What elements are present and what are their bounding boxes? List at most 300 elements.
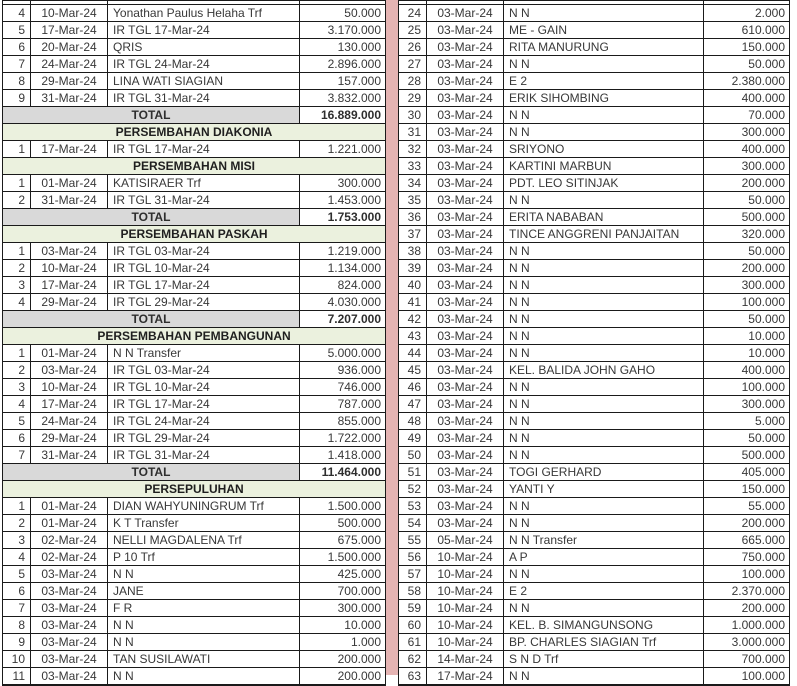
table-row: [399, 617, 789, 634]
date-cell: 03-Mar-24: [427, 464, 504, 480]
date-cell: 03-Mar-24: [31, 651, 108, 667]
date-cell: 03-Mar-24: [31, 583, 108, 599]
row-number-cell: 2: [3, 192, 31, 208]
row-number-cell: 57: [399, 566, 427, 582]
date-cell: 17-Mar-24: [427, 668, 504, 684]
description-cell: DIAN WAHYUNINGRUM Trf: [108, 498, 300, 514]
date-cell: 03-Mar-24: [31, 668, 108, 684]
description-cell: F R: [108, 600, 300, 616]
row-number-cell: 59: [399, 600, 427, 616]
description-cell: IR TGL 17-Mar-24: [108, 396, 300, 412]
amount-cell: 500.000: [741, 448, 785, 462]
description-cell: IR TGL 29-Mar-24: [108, 294, 300, 310]
description-cell: IR TGL 31-Mar-24: [108, 447, 300, 463]
amount-cell: 1.500.000: [327, 550, 381, 564]
description-cell: N N Transfer: [504, 532, 704, 548]
table-row: [399, 39, 789, 56]
date-cell: 03-Mar-24: [427, 192, 504, 208]
row-number-cell: 1: [3, 175, 31, 191]
row-number-cell: 32: [399, 141, 427, 157]
row-number-cell: [399, 1, 427, 4]
amount-cell: 10.000: [748, 329, 785, 343]
date-cell: 03-Mar-24: [427, 56, 504, 72]
table-row: [399, 566, 789, 583]
row-number-cell: 6: [3, 39, 31, 55]
table-row: [399, 549, 789, 566]
amount-cell: 200.000: [337, 669, 381, 683]
amount-cell: 2.380.000: [731, 74, 785, 88]
table-row: [399, 328, 789, 345]
total-row: [3, 107, 385, 124]
table-row: [399, 430, 789, 447]
date-cell: 01-Mar-24: [31, 175, 108, 191]
row-number-cell: 55: [399, 532, 427, 548]
table-row: [399, 209, 789, 226]
section-header-row: [3, 124, 385, 141]
amount-cell: 200.000: [741, 516, 785, 530]
total-label-cell: TOTAL: [3, 311, 300, 327]
date-cell: 03-Mar-24: [427, 39, 504, 55]
date-cell: 03-Mar-24: [427, 73, 504, 89]
date-cell: 14-Mar-24: [427, 651, 504, 667]
description-cell: ME - GAIN: [504, 22, 704, 38]
table-row: [399, 498, 789, 515]
row-number-cell: 4: [3, 549, 31, 565]
date-cell: 17-Mar-24: [31, 277, 108, 293]
row-number-cell: 60: [399, 617, 427, 633]
description-cell: E 2: [504, 583, 704, 599]
description-cell: N N: [504, 56, 704, 72]
table-row: [3, 668, 385, 685]
row-number-cell: 40: [399, 277, 427, 293]
row-number-cell: 28: [399, 73, 427, 89]
description-cell: P 10 Trf: [108, 549, 300, 565]
date-cell: 02-Mar-24: [31, 549, 108, 565]
table-row: [399, 56, 789, 73]
row-number-cell: 36: [399, 209, 427, 225]
page-column-divider: [386, 0, 398, 675]
row-number-cell: 30: [399, 107, 427, 123]
table-row: [399, 124, 789, 141]
description-cell: PDT. LEO SITINJAK: [504, 175, 704, 191]
row-number-cell: 2: [3, 515, 31, 531]
table-row: [399, 90, 789, 107]
date-cell: 31-Mar-24: [31, 90, 108, 106]
amount-cell: 700.000: [337, 584, 381, 598]
table-row: [399, 379, 789, 396]
date-cell: 03-Mar-24: [31, 566, 108, 582]
amount-cell: 400.000: [741, 142, 785, 156]
date-cell: 03-Mar-24: [31, 634, 108, 650]
row-number-cell: 46: [399, 379, 427, 395]
amount-cell: 665.000: [741, 533, 785, 547]
row-number-cell: 11: [3, 668, 31, 684]
total-label-cell: TOTAL: [3, 107, 300, 123]
table-row: [3, 141, 385, 158]
amount-cell: 300.000: [337, 176, 381, 190]
date-cell: 31-Mar-24: [31, 447, 108, 463]
date-cell: 03-Mar-24: [427, 243, 504, 259]
table-row: [3, 532, 385, 549]
date-cell: 17-Mar-24: [31, 396, 108, 412]
description-cell: JANE: [108, 583, 300, 599]
description-cell: N N: [108, 617, 300, 633]
total-amount-cell: 11.464.000: [321, 465, 381, 479]
table-row: [399, 668, 789, 685]
row-number-cell: 44: [399, 345, 427, 361]
date-cell: 03-Mar-24: [427, 430, 504, 446]
section-title-cell: PERSEMBAHAN MISI: [3, 158, 385, 174]
date-cell: 05-Mar-24: [427, 532, 504, 548]
amount-cell: 320.000: [741, 227, 785, 241]
amount-cell: 50.000: [748, 431, 785, 445]
table-row: [3, 396, 385, 413]
table-row: [399, 464, 789, 481]
date-cell: 10-Mar-24: [427, 617, 504, 633]
description-cell: BP. CHARLES SIAGIAN Trf: [504, 634, 704, 650]
row-number-cell: 1: [3, 498, 31, 514]
description-cell: N N: [504, 447, 704, 463]
date-cell: 03-Mar-24: [427, 345, 504, 361]
row-number-cell: 3: [3, 532, 31, 548]
amount-cell: 787.000: [337, 397, 381, 411]
table-row: [399, 175, 789, 192]
section-header-row: [3, 328, 385, 345]
amount-cell: 300.000: [741, 125, 785, 139]
table-row: [3, 345, 385, 362]
date-cell: 03-Mar-24: [427, 413, 504, 429]
total-row: [3, 311, 385, 328]
description-cell: N N: [504, 311, 704, 327]
description-cell: IR TGL 24-Mar-24: [108, 56, 300, 72]
table-row: [399, 532, 789, 549]
description-cell: IR TGL 17-Mar-24: [108, 277, 300, 293]
table-row: [3, 294, 385, 311]
amount-cell: 936.000: [337, 363, 381, 377]
amount-cell: 50.000: [748, 312, 785, 326]
row-number-cell: 48: [399, 413, 427, 429]
amount-cell: 200.000: [741, 176, 785, 190]
table-row: [3, 413, 385, 430]
date-cell: 24-Mar-24: [31, 56, 108, 72]
table-row: [399, 515, 789, 532]
description-cell: N N: [108, 668, 300, 684]
row-number-cell: 8: [3, 73, 31, 89]
amount-cell: 746.000: [337, 380, 381, 394]
table-row: [399, 345, 789, 362]
date-cell: 03-Mar-24: [427, 294, 504, 310]
date-cell: 03-Mar-24: [427, 22, 504, 38]
date-cell: 03-Mar-24: [31, 617, 108, 633]
description-cell: IR TGL 31-Mar-24: [108, 192, 300, 208]
amount-cell: 2.370.000: [731, 584, 785, 598]
table-row: [3, 566, 385, 583]
description-cell: IR TGL 17-Mar-24: [108, 22, 300, 38]
table-row: [399, 294, 789, 311]
row-number-cell: 7: [3, 600, 31, 616]
amount-cell: 1.453.000: [327, 193, 381, 207]
date-cell: 03-Mar-24: [427, 396, 504, 412]
table-row: [3, 549, 385, 566]
date-cell: 29-Mar-24: [31, 430, 108, 446]
date-cell: 01-Mar-24: [31, 498, 108, 514]
description-cell: E 2: [504, 73, 704, 89]
description-cell: IR TGL 29-Mar-24: [108, 430, 300, 446]
row-number-cell: 9: [3, 90, 31, 106]
date-cell: 03-Mar-24: [427, 328, 504, 344]
table-row: [3, 192, 385, 209]
description-cell: N N: [504, 413, 704, 429]
date-cell: 20-Mar-24: [31, 39, 108, 55]
table-row: [399, 447, 789, 464]
table-row: [3, 515, 385, 532]
date-cell: 03-Mar-24: [427, 260, 504, 276]
date-cell: 10-Mar-24: [427, 549, 504, 565]
total-row: [3, 464, 385, 481]
amount-cell: 150.000: [741, 40, 785, 54]
description-cell: N N: [504, 600, 704, 616]
description-cell: N N: [504, 277, 704, 293]
ledger-table-left: [2, 0, 386, 686]
description-cell: NELLI MAGDALENA Trf: [108, 532, 300, 548]
table-row: [3, 56, 385, 73]
description-cell: N N: [504, 243, 704, 259]
table-row: [3, 22, 385, 39]
date-cell: 03-Mar-24: [427, 175, 504, 191]
table-row: [3, 430, 385, 447]
amount-cell: 50.000: [748, 244, 785, 258]
row-number-cell: 51: [399, 464, 427, 480]
description-cell: LINA WATI SIAGIAN: [108, 73, 300, 89]
table-row: [399, 226, 789, 243]
amount-cell: 4.030.000: [327, 295, 381, 309]
date-cell: 10-Mar-24: [427, 566, 504, 582]
description-cell: N N Transfer: [108, 345, 300, 361]
total-row: [3, 209, 385, 226]
description-cell: TOGI GERHARD: [504, 464, 704, 480]
description-cell: N N: [504, 192, 704, 208]
row-number-cell: 38: [399, 243, 427, 259]
row-number-cell: 6: [3, 583, 31, 599]
description-cell: N N: [504, 124, 704, 140]
description-cell: N N: [504, 260, 704, 276]
date-cell: 03-Mar-24: [427, 90, 504, 106]
date-cell: 03-Mar-24: [427, 158, 504, 174]
date-cell: 03-Mar-24: [427, 481, 504, 497]
date-cell: 03-Mar-24: [427, 107, 504, 123]
table-row: [399, 73, 789, 90]
amount-cell: 3.832.000: [327, 91, 381, 105]
row-number-cell: 1: [3, 243, 31, 259]
row-number-cell: 5: [3, 566, 31, 582]
table-row: [399, 192, 789, 209]
date-cell: 03-Mar-24: [427, 311, 504, 327]
row-number-cell: 25: [399, 22, 427, 38]
row-number-cell: 39: [399, 260, 427, 276]
section-title-cell: PERSEMBAHAN PASKAH: [3, 226, 385, 242]
amount-cell: 100.000: [741, 380, 785, 394]
description-cell: IR TGL 03-Mar-24: [108, 243, 300, 259]
table-row: [3, 651, 385, 668]
date-cell: 10-Mar-24: [31, 5, 108, 21]
row-number-cell: 34: [399, 175, 427, 191]
row-number-cell: 47: [399, 396, 427, 412]
description-cell: N N: [504, 515, 704, 531]
amount-cell: 400.000: [741, 363, 785, 377]
table-row: [3, 277, 385, 294]
amount-cell: 425.000: [337, 567, 381, 581]
row-number-cell: 5: [3, 22, 31, 38]
table-row: [3, 498, 385, 515]
amount-cell: 100.000: [741, 669, 785, 683]
description-cell: QRIS: [108, 39, 300, 55]
description-cell: A P: [504, 549, 704, 565]
amount-cell: 300.000: [337, 601, 381, 615]
amount-cell: 5.000: [754, 414, 785, 428]
description-cell: N N: [504, 430, 704, 446]
description-cell: N N: [504, 294, 704, 310]
table-row: [3, 583, 385, 600]
amount-cell: 1.418.000: [327, 448, 381, 462]
amount-cell: 1.500.000: [327, 499, 381, 513]
amount-cell: 610.000: [741, 23, 785, 37]
date-cell: 10-Mar-24: [427, 634, 504, 650]
row-number-cell: 61: [399, 634, 427, 650]
amount-cell: 1.000: [350, 635, 381, 649]
table-row: [3, 600, 385, 617]
amount-cell: 50.000: [344, 6, 381, 20]
date-cell: [427, 1, 504, 4]
amount-cell: 400.000: [741, 91, 785, 105]
table-row: [3, 634, 385, 651]
table-row: [399, 481, 789, 498]
description-cell: N N: [504, 396, 704, 412]
row-number-cell: 2: [3, 260, 31, 276]
amount-cell: 50.000: [748, 193, 785, 207]
section-header-row: [3, 481, 385, 498]
description-cell: N N: [504, 668, 704, 684]
table-row: [399, 22, 789, 39]
row-number-cell: 41: [399, 294, 427, 310]
description-cell: KEL. B. SIMANGUNSONG: [504, 617, 704, 633]
amount-cell: 3.170.000: [327, 23, 381, 37]
amount-cell: 2.000: [754, 6, 785, 20]
amount-cell: 5.000.000: [327, 346, 381, 360]
description-cell: TAN SUSILAWATI: [108, 651, 300, 667]
table-row: [3, 175, 385, 192]
row-number-cell: 35: [399, 192, 427, 208]
row-number-cell: 4: [3, 294, 31, 310]
description-cell: IR TGL 03-Mar-24: [108, 362, 300, 378]
amount-cell: 200.000: [741, 601, 785, 615]
row-number-cell: 52: [399, 481, 427, 497]
amount-cell: 300.000: [741, 159, 785, 173]
description-cell: Yonathan Paulus Helaha Trf: [108, 5, 300, 21]
table-row: [3, 90, 385, 107]
date-cell: [31, 1, 108, 4]
ledger-table-right: [398, 0, 790, 686]
row-number-cell: 9: [3, 634, 31, 650]
table-row: [399, 141, 789, 158]
description-cell: IR TGL 31-Mar-24: [108, 90, 300, 106]
amount-cell: 200.000: [741, 261, 785, 275]
row-number-cell: 62: [399, 651, 427, 667]
amount-cell: 157.000: [337, 74, 381, 88]
row-number-cell: 1: [3, 141, 31, 157]
row-number-cell: 31: [399, 124, 427, 140]
total-amount-cell: 1.753.000: [327, 210, 381, 224]
description-cell: RITA MANURUNG: [504, 39, 704, 55]
row-number-cell: 4: [3, 5, 31, 21]
total-label-cell: TOTAL: [3, 464, 300, 480]
description-cell: IR TGL 24-Mar-24: [108, 413, 300, 429]
date-cell: 03-Mar-24: [427, 379, 504, 395]
amount-cell: 70.000: [748, 108, 785, 122]
description-cell: [504, 1, 704, 4]
date-cell: 10-Mar-24: [31, 260, 108, 276]
table-row: [399, 600, 789, 617]
row-number-cell: 33: [399, 158, 427, 174]
table-row: [399, 396, 789, 413]
row-number-cell: 54: [399, 515, 427, 531]
amount-cell: 3.000.000: [731, 635, 785, 649]
table-row: [399, 651, 789, 668]
date-cell: 03-Mar-24: [427, 124, 504, 140]
row-number-cell: 45: [399, 362, 427, 378]
date-cell: 03-Mar-24: [427, 498, 504, 514]
amount-cell: [704, 1, 789, 4]
description-cell: N N: [504, 379, 704, 395]
amount-cell: 1.219.000: [327, 244, 381, 258]
date-cell: 03-Mar-24: [427, 226, 504, 242]
table-row: [3, 73, 385, 90]
row-number-cell: 24: [399, 5, 427, 21]
description-cell: N N: [504, 107, 704, 123]
amount-cell: 1.722.000: [327, 431, 381, 445]
row-number-cell: 56: [399, 549, 427, 565]
total-label-cell: TOTAL: [3, 209, 300, 225]
amount-cell: 1.134.000: [327, 261, 381, 275]
table-row: [399, 158, 789, 175]
date-cell: 03-Mar-24: [427, 447, 504, 463]
amount-cell: 300.000: [741, 278, 785, 292]
row-number-cell: 7: [3, 56, 31, 72]
row-number-cell: 63: [399, 668, 427, 684]
amount-cell: 750.000: [741, 550, 785, 564]
description-cell: S N D Trf: [504, 651, 704, 667]
description-cell: N N: [504, 498, 704, 514]
row-number-cell: 1: [3, 345, 31, 361]
row-number-cell: 29: [399, 90, 427, 106]
description-cell: N N: [108, 634, 300, 650]
table-row: [3, 379, 385, 396]
description-cell: ERIK SIHOMBING: [504, 90, 704, 106]
description-cell: KEL. BALIDA JOHN GAHO: [504, 362, 704, 378]
description-cell: YANTI Y: [504, 481, 704, 497]
description-cell: IR TGL 10-Mar-24: [108, 260, 300, 276]
amount-cell: 824.000: [337, 278, 381, 292]
amount-cell: 300.000: [741, 397, 785, 411]
date-cell: 03-Mar-24: [31, 243, 108, 259]
row-number-cell: 58: [399, 583, 427, 599]
amount-cell: 150.000: [741, 482, 785, 496]
date-cell: 10-Mar-24: [427, 583, 504, 599]
date-cell: 24-Mar-24: [31, 413, 108, 429]
table-row: [3, 243, 385, 260]
total-amount-cell: 16.889.000: [320, 108, 381, 122]
row-number-cell: 5: [3, 413, 31, 429]
date-cell: 29-Mar-24: [31, 294, 108, 310]
